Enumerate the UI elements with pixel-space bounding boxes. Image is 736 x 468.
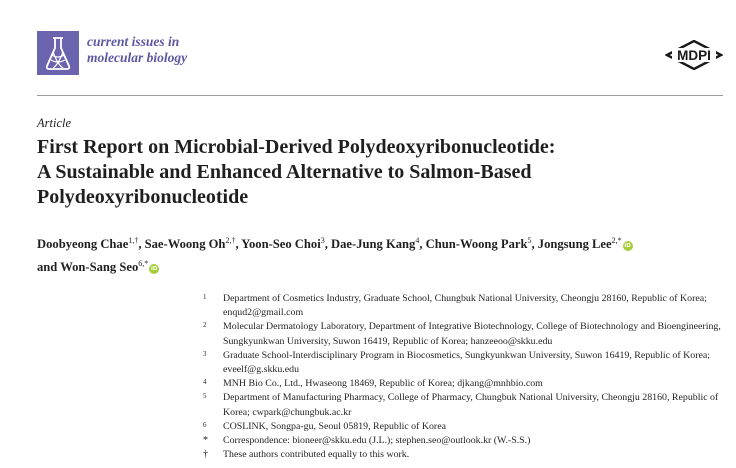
title-line-1: First Report on Microbial-Derived Polydeoxyribonucleotide:	[37, 136, 556, 158]
orcid-icon[interactable]: iD	[624, 243, 631, 249]
author-name: Jongsung Lee	[537, 237, 612, 251]
journal-logo	[37, 31, 79, 75]
affiliation-mark: 4	[203, 378, 207, 387]
journal-name	[87, 34, 187, 66]
equal-contribution-item	[200, 448, 730, 462]
author-name: Doobyeong Chae	[37, 237, 129, 251]
affiliation-mark: 3	[203, 349, 207, 358]
author-affil-sup: 5	[527, 236, 532, 245]
author-affil-sup: 1,†	[128, 236, 139, 245]
author-name: Won-Sang Seo	[60, 260, 139, 274]
author-affil-sup: 4	[415, 236, 420, 245]
author-affil-sup: 6,*	[138, 259, 149, 268]
equal-contribution-text: These authors contributed equally to this work.	[223, 449, 410, 461]
affiliation-text: Department of Cosmetics Industry, Graduate School, Chungbuk National University, Cheongju 28160, Republic of Korea; enqud2@gmail.com	[223, 293, 707, 319]
author-separator: ,	[138, 237, 145, 251]
affiliation-mark: †	[203, 449, 208, 461]
affiliation-list	[200, 292, 730, 462]
affiliation-text: MNH Bio Co., Ltd., Hwaseong 18469, Republic of Korea; djkang@mnhbio.com	[223, 378, 543, 390]
journal-name-line2: molecular biology	[87, 50, 188, 65]
author-list	[37, 231, 727, 277]
affiliation-text: Department of Manufacturing Pharmacy, College of Pharmacy, Chungbuk National University, Cheongju 28160, Republic of Korea; cwpark@chungbuk.ac.kr	[223, 392, 719, 418]
affiliation-item	[200, 292, 730, 320]
title-line-2: A Sustainable and Enhanced Alternative to Salmon-Based	[37, 161, 532, 183]
affiliation-mark: 6	[203, 420, 207, 429]
author-name: Dae-Jung Kang	[331, 237, 416, 251]
affiliation-item	[200, 377, 730, 391]
affiliation-item	[200, 391, 730, 419]
mdpi-logo-text: MDPI	[677, 48, 711, 63]
affiliation-text: Graduate School-Interdisciplinary Program in Biocosmetics, Sungkyunkwan University, Suwon 16419, Republic of Korea; eveelf@g.skku.edu	[223, 349, 710, 376]
header-divider	[37, 95, 723, 96]
article-type: Article	[37, 116, 72, 130]
author-name: Chun-Woong Park	[425, 237, 528, 251]
affiliation-text: Molecular Dermatology Laboratory, Department of Integrative Biotechnology, College of Biotechnology and Bioengineering, Sungkyunkwan University, Suwon 16419, Republic of Korea; hanzeeoo@skku.edu	[223, 321, 721, 347]
author-conjunction: and	[37, 260, 58, 274]
author-separator: ,	[531, 237, 538, 251]
journal-name-line1: current issues in	[87, 34, 180, 49]
affiliation-item	[200, 320, 730, 348]
correspondence-item	[200, 434, 730, 448]
affiliation-mark: 2	[203, 321, 207, 330]
mdpi-logo	[665, 40, 723, 70]
author-name: Yoon-Seo Choi	[241, 237, 321, 251]
affiliation-mark: 1	[203, 293, 207, 301]
affiliation-text: COSLINK, Songpa-gu, Seoul 05819, Republic of Korea	[223, 420, 446, 432]
author-separator: ,	[235, 237, 242, 251]
author-separator: ,	[419, 237, 426, 251]
author-name: Sae-Woong Oh	[144, 237, 226, 251]
affiliation-mark: *	[203, 435, 208, 447]
title-line-3: Polydeoxyribonucleotide	[37, 186, 249, 208]
orcid-icon[interactable]: iD	[151, 266, 158, 272]
author-affil-sup: 2,†	[225, 236, 236, 245]
author-affil-sup: 3	[320, 236, 325, 245]
affiliation-item	[200, 349, 730, 377]
affiliation-item	[200, 420, 730, 434]
author-affil-sup: 2,*	[611, 236, 622, 245]
article-title	[37, 135, 727, 210]
affiliation-mark: 5	[203, 392, 207, 401]
author-separator: ,	[324, 237, 332, 251]
correspondence-text: Correspondence: bioneer@skku.edu (J.L.); stephen.seo@outlook.kr (W.-S.S.)	[223, 435, 531, 447]
dna-flask-icon	[44, 35, 72, 71]
